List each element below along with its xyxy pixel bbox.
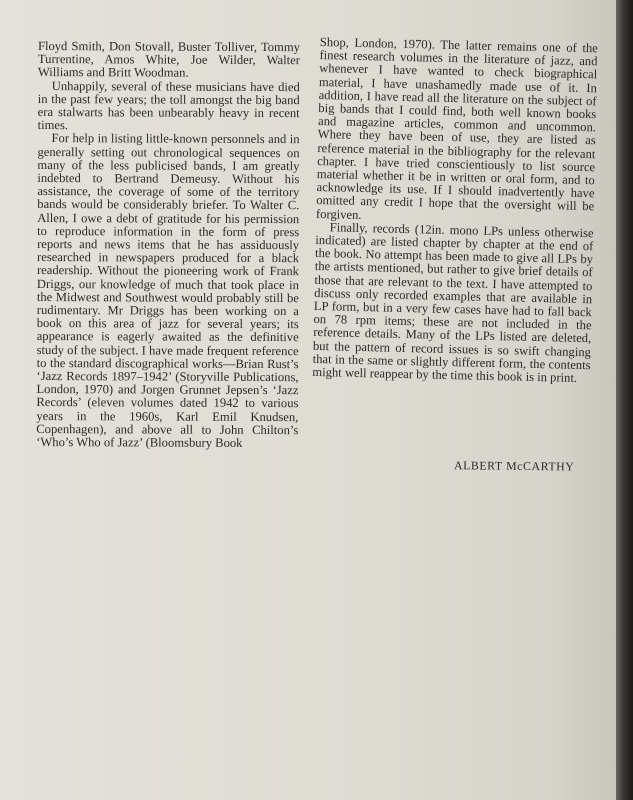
paragraph: For help in listing little-known personnels and in generally setting out chronological sequences on many of the less publicised bands, I am greatly indebted to Bertrand Demeusy. Without his assistance, the coverage of some of the territory bands would be considerably briefer. To Walter C. Allen, I owe a debt of gratitude for his permission to reproduce information in the form of press reports and news items that he has assiduously researched in newspapers produced for a black readership. Without the pioneering work of Frank Driggs, our knowledge of much that took place in the Midwest and Southwest would probably still be rudimentary. Mr Driggs has been working on a book on this area of jazz for several years; its appearance is eagerly awaited as the definitive study of the subject. I have made frequent reference to the standard discographical works—Brian Rust’s ‘Jazz Records 1897–1942’ (Storyville Publications, London, 1970) and Jorgen Grunnet Jepsen’s ‘Jazz Records’ (eleven volumes dated 1942 to various years in the 1960s, Karl Emil Knudsen, Copenhagen), and above all to John Chilton’s ‘Who’s Who of Jazz’ (Bloomsbury Book bbox=[36, 131, 300, 450]
right-column bbox=[312, 36, 598, 385]
author-signature: ALBERT McCARTHY bbox=[453, 458, 575, 474]
paragraph: Floyd Smith, Don Stovall, Buster Tolliver, Tommy Turrentine, Amos White, Joe Wilder, Walter Williams and Britt Woodman. bbox=[37, 39, 301, 81]
paragraph: Shop, London, 1970). The latter remains one of the finest research volumes in the literature of jazz, and whenever I have wanted to check biographical material, I have unashamedly made use of it. In addition, I have read all the literature on the subject of big bands that I could find, both well known books and magazine articles, common and uncommon. Where they have been of use, they are listed as reference material in the bibliography for the relevant chapter. I have tried conscientiously to list source material whether it be in written or oral form, and to acknowledge its use. If I should inadvertently have omitted any credit I hope that the oversight will be forgiven. bbox=[315, 35, 598, 222]
left-column bbox=[36, 40, 300, 450]
paragraph: Unhappily, several of these musicians have died in the past few years; the toll amongst the big band era stalwarts has been unbearably heavy in recent times. bbox=[37, 78, 300, 133]
paragraph: Finally, records (12in. mono LPs unless otherwise indicated) are listed chapter by chapter at the end of the book. No attempt has been made to give all LPs by the artists mentioned, but rather to give brief details of those that are relevant to the text. I have attempted to discuss only recorded examples that are available in LP form, but in a very few cases have had to fall back on 78 rpm items; these are not included in the reference details. Many of the LPs listed are deleted, but the pattern of record issues is so swift changing that in the same or slightly different form, the contents might well reappear by the time this book is in print. bbox=[312, 220, 594, 385]
page-edge-shadow bbox=[616, 0, 633, 800]
